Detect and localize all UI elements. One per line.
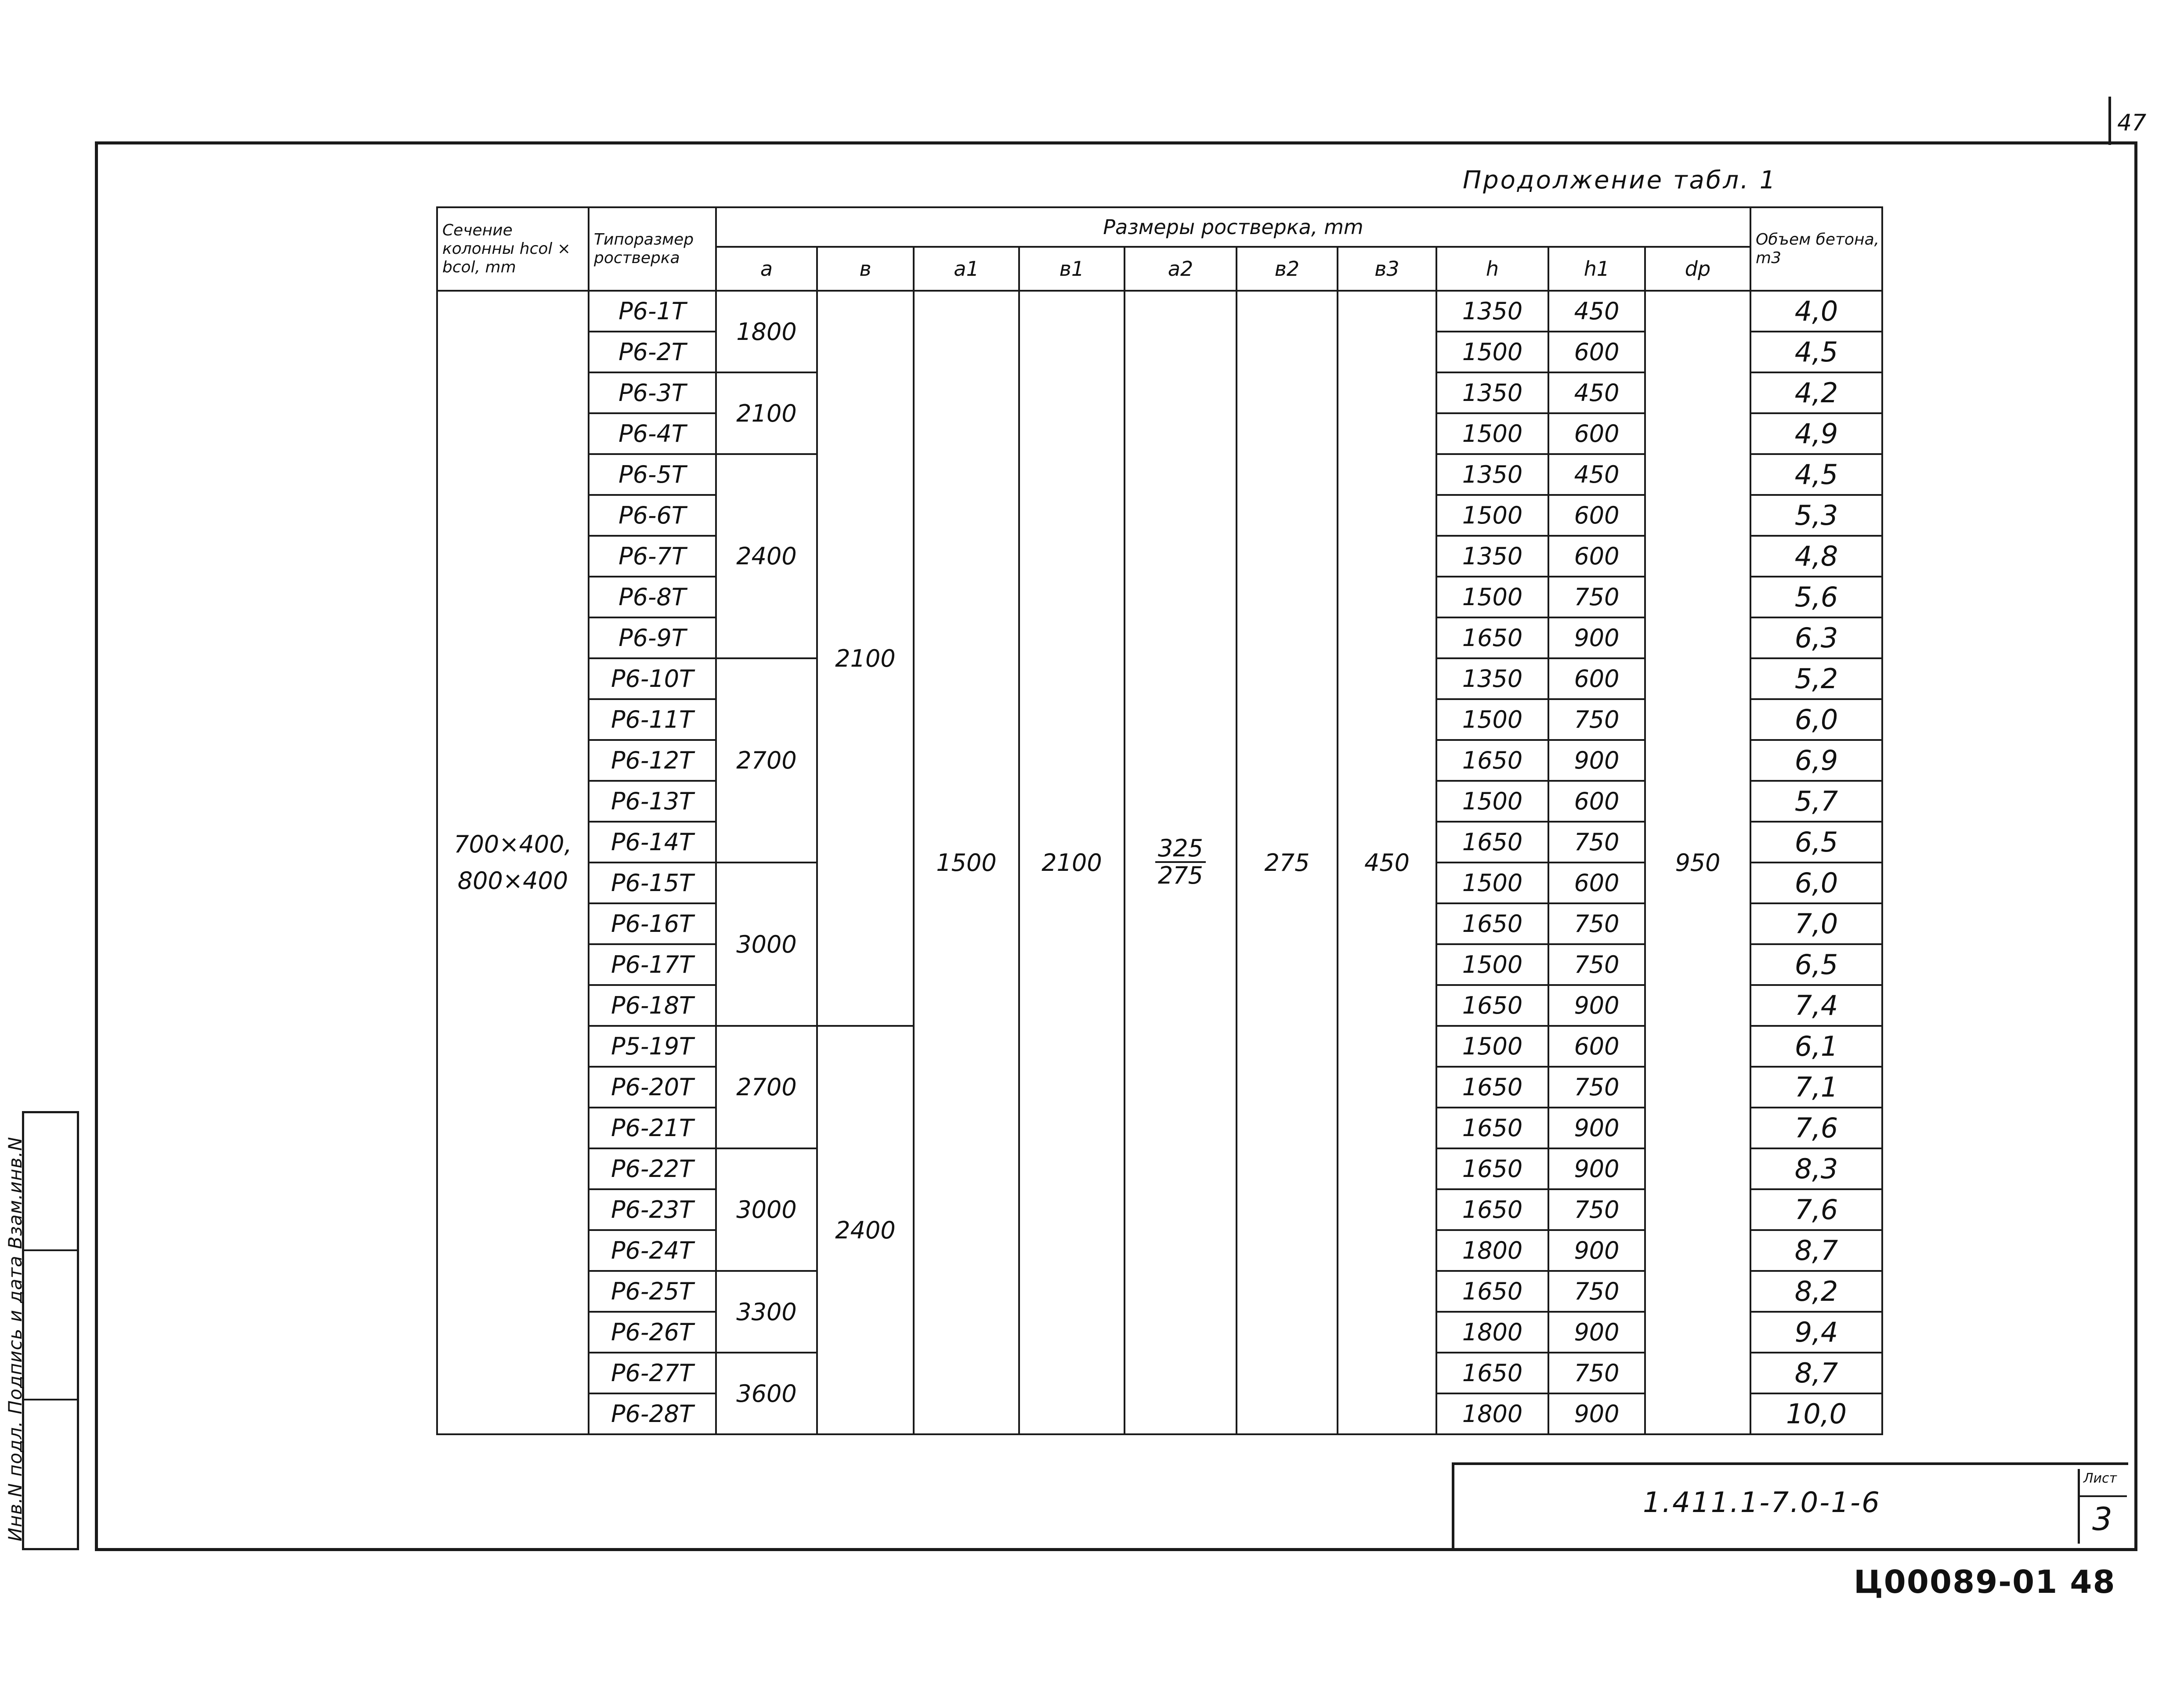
- volume-cell: 7,6: [1750, 1108, 1882, 1148]
- h1-cell: 750: [1548, 1067, 1645, 1108]
- h1-cell: 600: [1548, 332, 1645, 372]
- h-cell: 1650: [1436, 1189, 1548, 1230]
- h1-cell: 750: [1548, 577, 1645, 617]
- type-cell: Р5-19Т: [589, 1026, 716, 1067]
- h-cell: 1500: [1436, 944, 1548, 985]
- type-cell: Р6-4Т: [589, 413, 716, 454]
- table-caption: Продолжение табл. 1: [1463, 166, 1777, 195]
- type-cell: Р6-10Т: [589, 658, 716, 699]
- document-code: 1.411.1-7.0-1-6: [1643, 1487, 1881, 1519]
- h-cell: 1350: [1436, 536, 1548, 577]
- h-cell: 1500: [1436, 332, 1548, 372]
- volume-cell: 6,9: [1750, 740, 1882, 781]
- h-cell: 1800: [1436, 1230, 1548, 1271]
- volume-cell: 9,4: [1750, 1312, 1882, 1353]
- b2-cell: 275: [1237, 291, 1338, 1434]
- sheet-label: Лист: [2083, 1471, 2117, 1486]
- volume-cell: 4,5: [1750, 454, 1882, 495]
- h-cell: 1650: [1436, 1271, 1548, 1312]
- volume-cell: 6,0: [1750, 699, 1882, 740]
- h1-cell: 750: [1548, 903, 1645, 944]
- volume-cell: 4,0: [1750, 291, 1882, 332]
- volume-cell: 5,7: [1750, 781, 1882, 822]
- header-b: в: [817, 247, 914, 291]
- volume-cell: 6,0: [1750, 863, 1882, 903]
- header-b1: в1: [1019, 247, 1125, 291]
- type-cell: Р6-3Т: [589, 372, 716, 413]
- header-dp: dp: [1645, 247, 1750, 291]
- type-cell: Р6-8Т: [589, 577, 716, 617]
- h-cell: 1350: [1436, 658, 1548, 699]
- section-line: 700×400,: [454, 830, 572, 858]
- header-volume: Объем бетона, m3: [1750, 207, 1882, 291]
- type-cell: Р6-9Т: [589, 617, 716, 658]
- h1-cell: 600: [1548, 536, 1645, 577]
- b3-cell: 450: [1338, 291, 1436, 1434]
- header-type: Типоразмер ростверка: [589, 207, 716, 291]
- a2-fraction: [1155, 836, 1206, 888]
- h-cell: 1800: [1436, 1312, 1548, 1353]
- header-h: h: [1436, 247, 1548, 291]
- h-cell: 1650: [1436, 822, 1548, 863]
- h1-cell: 600: [1548, 781, 1645, 822]
- sheet-box-divider: [2080, 1495, 2127, 1497]
- h1-cell: 600: [1548, 863, 1645, 903]
- type-cell: Р6-2Т: [589, 332, 716, 372]
- type-cell: Р6-15Т: [589, 863, 716, 903]
- side-stamp-text: Инв.N подл. Подпись и дата Взам.инв.N: [4, 1137, 26, 1541]
- volume-cell: 7,1: [1750, 1067, 1882, 1108]
- volume-cell: 8,2: [1750, 1271, 1882, 1312]
- type-cell: Р6-26Т: [589, 1312, 716, 1353]
- h-cell: 1800: [1436, 1393, 1548, 1434]
- h-cell: 1650: [1436, 1067, 1548, 1108]
- type-cell: Р6-1Т: [589, 291, 716, 332]
- volume-cell: 7,4: [1750, 985, 1882, 1026]
- a-cell: 2700: [716, 658, 817, 863]
- h-cell: 1500: [1436, 1026, 1548, 1067]
- a1-cell: 1500: [914, 291, 1019, 1434]
- volume-cell: 4,2: [1750, 372, 1882, 413]
- h1-cell: 600: [1548, 658, 1645, 699]
- volume-cell: 6,5: [1750, 944, 1882, 985]
- volume-cell: 5,2: [1750, 658, 1882, 699]
- volume-cell: 4,5: [1750, 332, 1882, 372]
- a-cell: 3300: [716, 1271, 817, 1353]
- h-cell: 1350: [1436, 291, 1548, 332]
- archive-stamp: Ц00089-01 48: [1854, 1563, 2116, 1600]
- a-cell: 3000: [716, 1148, 817, 1271]
- h-cell: 1650: [1436, 740, 1548, 781]
- h-cell: 1650: [1436, 985, 1548, 1026]
- h-cell: 1500: [1436, 495, 1548, 536]
- type-cell: Р6-17Т: [589, 944, 716, 985]
- type-cell: Р6-6Т: [589, 495, 716, 536]
- h-cell: 1500: [1436, 577, 1548, 617]
- h-cell: 1500: [1436, 413, 1548, 454]
- a-cell: 2100: [716, 372, 817, 454]
- h1-cell: 900: [1548, 740, 1645, 781]
- type-cell: Р6-5Т: [589, 454, 716, 495]
- h1-cell: 900: [1548, 1393, 1645, 1434]
- volume-cell: 8,7: [1750, 1230, 1882, 1271]
- volume-cell: 4,9: [1750, 413, 1882, 454]
- h-cell: 1650: [1436, 1148, 1548, 1189]
- volume-cell: 7,6: [1750, 1189, 1882, 1230]
- h1-cell: 900: [1548, 1230, 1645, 1271]
- volume-cell: 10,0: [1750, 1393, 1882, 1434]
- b-cell: 2400: [817, 1026, 914, 1434]
- h1-cell: 600: [1548, 1026, 1645, 1067]
- h1-cell: 450: [1548, 291, 1645, 332]
- h1-cell: 750: [1548, 822, 1645, 863]
- header-b3: в3: [1338, 247, 1436, 291]
- section-cell: [437, 291, 589, 1434]
- a-cell: 3000: [716, 863, 817, 1026]
- h1-cell: 750: [1548, 1189, 1645, 1230]
- h1-cell: 750: [1548, 1271, 1645, 1312]
- header-a1: a1: [914, 247, 1019, 291]
- a-cell: 3600: [716, 1353, 817, 1434]
- h-cell: 1500: [1436, 781, 1548, 822]
- type-cell: Р6-21Т: [589, 1108, 716, 1148]
- h1-cell: 750: [1548, 699, 1645, 740]
- h1-cell: 900: [1548, 1108, 1645, 1148]
- h1-cell: 600: [1548, 495, 1645, 536]
- volume-cell: 8,7: [1750, 1353, 1882, 1393]
- type-cell: Р6-23Т: [589, 1189, 716, 1230]
- type-cell: Р6-24Т: [589, 1230, 716, 1271]
- h-cell: 1500: [1436, 699, 1548, 740]
- page-number-divider: [2108, 97, 2111, 145]
- type-cell: Р6-13Т: [589, 781, 716, 822]
- section-line: 800×400: [457, 867, 568, 895]
- a2-denominator: 275: [1157, 862, 1204, 889]
- h1-cell: 900: [1548, 617, 1645, 658]
- b1-cell: 2100: [1019, 291, 1125, 1434]
- table-row: [437, 291, 1882, 332]
- type-cell: Р6-25Т: [589, 1271, 716, 1312]
- h-cell: 1350: [1436, 372, 1548, 413]
- a-cell: 1800: [716, 291, 817, 372]
- volume-cell: 5,3: [1750, 495, 1882, 536]
- header-a: a: [716, 247, 817, 291]
- sheet-value: 3: [2092, 1501, 2112, 1537]
- type-cell: Р6-18Т: [589, 985, 716, 1026]
- sheet-box: [2078, 1469, 2127, 1544]
- h1-cell: 900: [1548, 1148, 1645, 1189]
- side-stamp-block: [22, 1111, 79, 1550]
- type-cell: Р6-28Т: [589, 1393, 716, 1434]
- h1-cell: 900: [1548, 985, 1645, 1026]
- h1-cell: 900: [1548, 1312, 1645, 1353]
- type-cell: Р6-27Т: [589, 1353, 716, 1393]
- h-cell: 1650: [1436, 903, 1548, 944]
- volume-cell: 8,3: [1750, 1148, 1882, 1189]
- header-b2: в2: [1237, 247, 1338, 291]
- h-cell: 1500: [1436, 863, 1548, 903]
- volume-cell: 7,0: [1750, 903, 1882, 944]
- side-stamp-divider: [24, 1249, 77, 1251]
- header-a2: a2: [1125, 247, 1237, 291]
- page-number: 47: [2117, 110, 2147, 136]
- type-cell: Р6-20Т: [589, 1067, 716, 1108]
- h1-cell: 450: [1548, 372, 1645, 413]
- header-section: Сечение колонны hcol × bcol, mm: [437, 207, 589, 291]
- type-cell: Р6-7Т: [589, 536, 716, 577]
- volume-cell: 6,3: [1750, 617, 1882, 658]
- type-cell: Р6-22Т: [589, 1148, 716, 1189]
- type-cell: Р6-11Т: [589, 699, 716, 740]
- h1-cell: 450: [1548, 454, 1645, 495]
- h-cell: 1650: [1436, 1353, 1548, 1393]
- volume-cell: 5,6: [1750, 577, 1882, 617]
- volume-cell: 6,1: [1750, 1026, 1882, 1067]
- a-cell: 2400: [716, 454, 817, 658]
- volume-cell: 4,8: [1750, 536, 1882, 577]
- type-cell: Р6-14Т: [589, 822, 716, 863]
- dp-cell: 950: [1645, 291, 1750, 1434]
- side-stamp-divider: [24, 1399, 77, 1400]
- a2-cell: [1125, 291, 1237, 1434]
- h1-cell: 750: [1548, 944, 1645, 985]
- h-cell: 1650: [1436, 617, 1548, 658]
- header-dims-group: Размеры ростверка, mm: [716, 207, 1750, 247]
- h1-cell: 600: [1548, 413, 1645, 454]
- b-cell: 2100: [817, 291, 914, 1026]
- a2-numerator: 325: [1155, 836, 1206, 863]
- h1-cell: 750: [1548, 1353, 1645, 1393]
- type-cell: Р6-12Т: [589, 740, 716, 781]
- h-cell: 1650: [1436, 1108, 1548, 1148]
- a-cell: 2700: [716, 1026, 817, 1148]
- type-cell: Р6-16Т: [589, 903, 716, 944]
- dimensions-table: [436, 206, 1883, 1435]
- volume-cell: 6,5: [1750, 822, 1882, 863]
- h-cell: 1350: [1436, 454, 1548, 495]
- header-h1: h1: [1548, 247, 1645, 291]
